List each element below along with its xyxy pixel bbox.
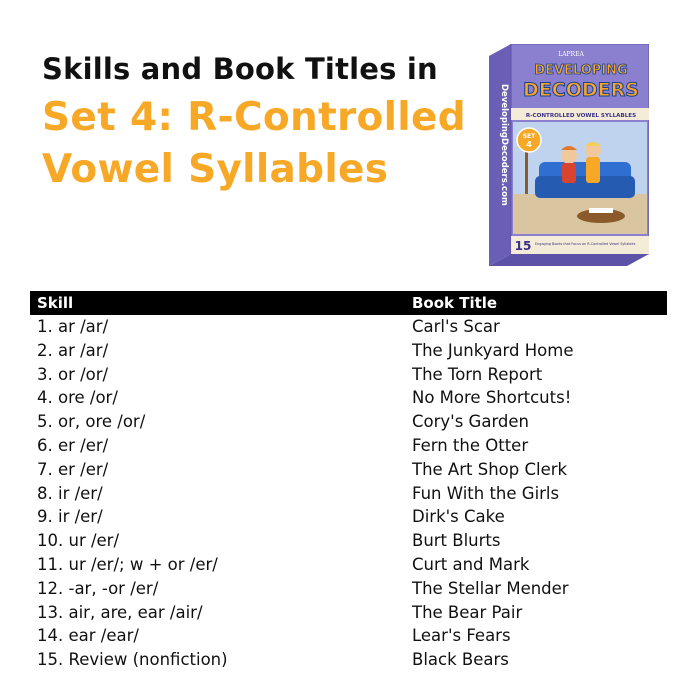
box-count: 15	[514, 239, 532, 253]
book-title-cell: The Bear Pair	[412, 602, 523, 622]
table-row	[30, 315, 667, 339]
title-line-3: Vowel Syllables	[42, 147, 389, 192]
product-box-image	[489, 44, 649, 269]
box-set-badge-top: SET	[522, 133, 536, 140]
title-line-2: Set 4: R-Controlled	[42, 95, 466, 140]
skill-cell: 10. ur /er/	[37, 531, 120, 551]
skill-cell: 8. ir /er/	[37, 483, 103, 503]
table-row	[30, 339, 667, 363]
book-title-cell: The Art Shop Clerk	[412, 459, 568, 479]
table-row	[30, 577, 667, 601]
book-title-cell: Carl's Scar	[412, 317, 500, 336]
table-row	[30, 434, 667, 458]
skill-cell: 14. ear /ear/	[37, 626, 139, 646]
book-title-cell: The Stellar Mender	[412, 578, 569, 598]
book-title-cell: No More Shortcuts!	[412, 388, 572, 408]
book-title-cell: Lear's Fears	[412, 626, 511, 646]
table-row	[30, 601, 667, 625]
box-set-badge-num: 4	[526, 140, 532, 149]
table-row	[30, 410, 667, 434]
skill-cell: 9. ir /er/	[37, 507, 103, 527]
table-row	[30, 648, 667, 672]
title-line-1: Skills and Book Titles in	[42, 52, 438, 86]
book-title-cell: The Torn Report	[412, 364, 543, 384]
skill-cell: 13. air, are, ear /air/	[37, 602, 203, 622]
skill-cell: 12. -ar, -or /er/	[37, 578, 159, 598]
skill-cell: 4. ore /or/	[37, 388, 118, 408]
book-title-cell: Dirk's Cake	[412, 507, 505, 527]
book-title-cell: Fun With the Girls	[412, 483, 560, 503]
book-title-cell: Curt and Mark	[412, 554, 530, 574]
table-row	[30, 363, 667, 387]
table-header	[30, 291, 667, 315]
table-row	[30, 458, 667, 482]
skill-cell: 2. ar /ar/	[37, 340, 109, 360]
book-title-cell: The Junkyard Home	[412, 340, 574, 360]
skill-cell: 1. ar /ar/	[37, 317, 109, 336]
skill-cell: 6. er /er/	[37, 435, 109, 455]
box-spine-url: DevelopingDecoders.com	[499, 84, 509, 206]
table-row	[30, 624, 667, 648]
box-publisher: LAPREA	[558, 51, 584, 58]
table-row	[30, 482, 667, 506]
header-book-title: Book Title	[412, 294, 498, 312]
table-row	[30, 505, 667, 529]
box-brand-top: DEVELOPING	[534, 63, 628, 78]
skill-cell: 15. Review (nonfiction)	[37, 650, 228, 670]
header-skill: Skill	[37, 294, 74, 312]
table-row	[30, 386, 667, 410]
box-bottom-text: Engaging Books that Focus on R-Controlled Vowel Syllables	[535, 242, 636, 246]
box-brand-bottom: DECODERS	[523, 79, 639, 101]
book-title-cell: Black Bears	[412, 650, 509, 670]
book-title-cell: Fern the Otter	[412, 435, 529, 455]
skill-cell: 11. ur /er/; w + or /er/	[37, 554, 218, 574]
table-row	[30, 553, 667, 577]
book-title-cell: Cory's Garden	[412, 412, 530, 432]
book-title-cell: Burt Blurts	[412, 531, 501, 551]
box-subtitle: R-CONTROLLED VOWEL SYLLABLES	[525, 113, 637, 119]
skills-table	[30, 291, 667, 672]
skill-cell: 3. or /or/	[37, 364, 109, 384]
table-row	[30, 529, 667, 553]
skill-cell: 7. er /er/	[37, 459, 109, 479]
skill-cell: 5. or, ore /or/	[37, 412, 146, 432]
